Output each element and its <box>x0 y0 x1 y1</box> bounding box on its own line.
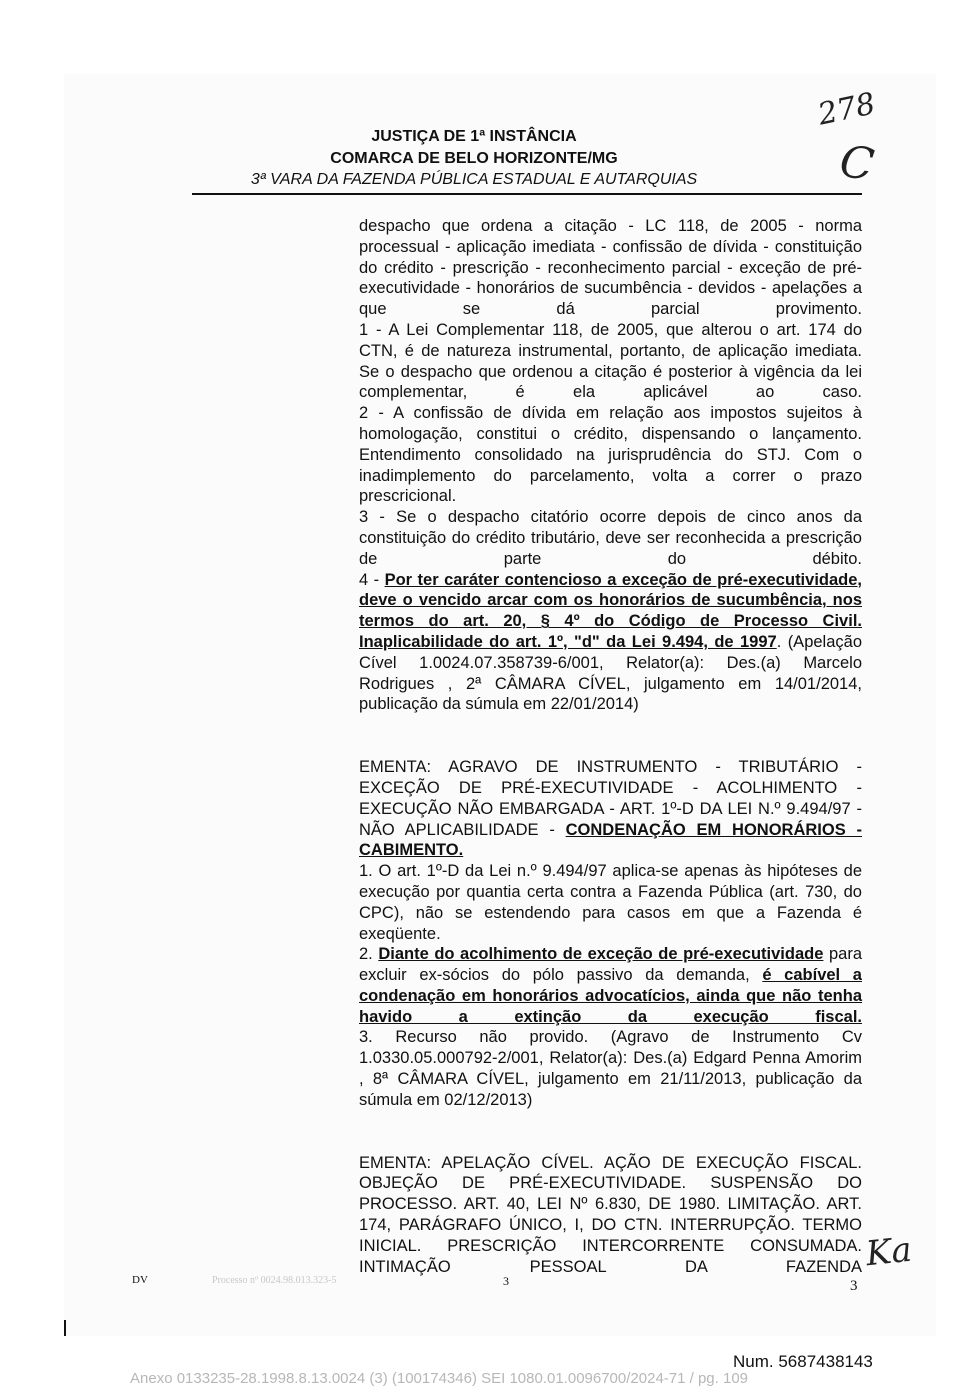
paragraph-summary: despacho que ordena a citação - LC 118, de 2005 - norma processual - aplicação imediata - confissão de dívida - constituição do crédito - prescrição - reconhecimento parcial - exceção de pré-executividade - honorários de sucumbência - devidos - apelações a que se dá parcial provimento. <box>359 217 862 319</box>
ementa-1-item-1: 1. O art. 1º-D da Lei n.º 9.494/97 aplica-se apenas às hipóteses de execução por quantia certa contra a Fazenda Pública (art. 730, do CPC), não se estendendo para casos em que a Fazenda é exeqüente. <box>359 862 862 943</box>
header-district: COMARCA DE BELO HORIZONTE/MG <box>330 150 618 167</box>
header-court-division: 3ª VARA DA FAZENDA PÚBLICA ESTADUAL E AUTARQUIAS <box>250 171 698 188</box>
annex-reference: Anexo 0133235-28.1998.8.13.0024 (3) (100174346) SEI 1080.01.0096700/2024-71 / pg. 109 <box>130 1370 749 1387</box>
footer-page-right: 3 <box>850 1278 858 1294</box>
item-4-citation: . (Apelação Cível 1.0024.07.358739-6/001, Relator(a): Des.(a) Marcelo Rodrigues , 2ª CÂMARA CÍVEL, julgamento em 14/01/2014, publicação da súmula em 22/01/2014) <box>359 632 862 714</box>
item-4-highlight: Por ter caráter contencioso a exceção de pré-executividade, deve o vencido arcar com os honorários de sucumbência, nos termos do art. 20, § 4º do Código de Processo Civil. Inaplicabilidade do art. 1º, "d" da Lei 9.494, de 1997 <box>359 570 863 651</box>
ementa-1-heading <box>359 757 862 861</box>
paragraph-item-3: 3 - Se o despacho citatório ocorre depois de cinco anos da constituição do crédito tributário, deve ser reconhecida a prescrição de parte do débito. <box>359 508 862 568</box>
ementa-1-text: EMENTA: AGRAVO DE INSTRUMENTO - TRIBUTÁRIO - EXCEÇÃO DE PRÉ-EXECUTIVIDADE - ACOLHIMENTO - EXECUÇÃO NÃO EMBARGADA - ART. 1º-D DA LEI N.º 9.494/97 - NÃO APLICABILIDADE - <box>359 758 862 839</box>
ementa-1-item-3: 3. Recurso não provido. (Agravo de Instrumento Cv 1.0330.05.000792-2/001, Relator(a): Des.(a) Edgard Penna Amorim , 8ª CÂMARA CÍVEL, julgamento em 21/11/2013, publicação da súmula em 02/12/2013) <box>359 1028 862 1109</box>
ementa-1-item-2 <box>359 944 862 1027</box>
item-2-prefix: 2. <box>359 945 379 964</box>
document-body <box>359 216 862 1277</box>
item-2-highlight-2: é cabível a condenação em honorários advocatícios, ainda que não tenha havido a extinção da execução fiscal. <box>359 966 862 1026</box>
ementa-1-highlight: CONDENAÇÃO EM HONORÁRIOS - CABIMENTO. <box>359 820 862 860</box>
item-2-highlight-1: Diante do acolhimento de exceção de pré-executividade <box>378 945 824 964</box>
handwritten-page-number: 278 <box>814 86 879 133</box>
paragraph-item-2: 2 - A confissão de dívida em relação aos impostos sujeitos à homologação, constitui o crédito, dispensando o lançamento. Entendimento consolidado na jurisprudência do STJ. Com o inadimplemento do parcelamento, volta a correr o prazo prescricional. <box>359 404 862 506</box>
item-4-prefix: 4 - <box>359 570 385 589</box>
ementa-2-heading: EMENTA: APELAÇÃO CÍVEL. AÇÃO DE EXECUÇÃO FISCAL. OBJEÇÃO DE PRÉ-EXECUTIVIDADE. SUSPENSÃO DO PROCESSO. ART. 40, LEI Nº 6.830, DE 1980. LIMITAÇÃO. ART. 174, PARÁGRAFO ÚNICO, I, DO CTN. INTERRUPÇÃO. TERMO INICIAL. PRESCRIÇÃO INTERCORRENTE CONSUMADA. INTIMAÇÃO PESSOAL DA FAZENDA <box>359 1153 862 1276</box>
paragraph-item-4 <box>359 570 862 716</box>
header-divider <box>192 193 862 195</box>
item-2-middle: para excluir ex-sócios do pólo passivo da demanda, <box>359 945 862 985</box>
handwritten-rubric: C <box>836 135 878 192</box>
footer-page-center: 3 <box>503 1274 509 1288</box>
paragraph-item-1: 1 - A Lei Complementar 118, de 2005, que alterou o art. 174 do CTN, é de natureza instrumental, portanto, de aplicação imediata. Se o despacho que ordenou a citação é posterior à vigência da lei complementar, é ela aplicável ao caso. <box>359 320 862 402</box>
header-court: JUSTIÇA DE 1ª INSTÂNCIA <box>371 128 577 145</box>
scan-corner-mark <box>64 1320 66 1336</box>
footer-process-number: Processo nº 0024.98.013.323-5 <box>212 1275 337 1286</box>
handwritten-initials: Ka <box>864 1229 914 1275</box>
document-number: Num. 5687438143 <box>733 1352 873 1371</box>
footer-dv: DV <box>132 1274 148 1286</box>
